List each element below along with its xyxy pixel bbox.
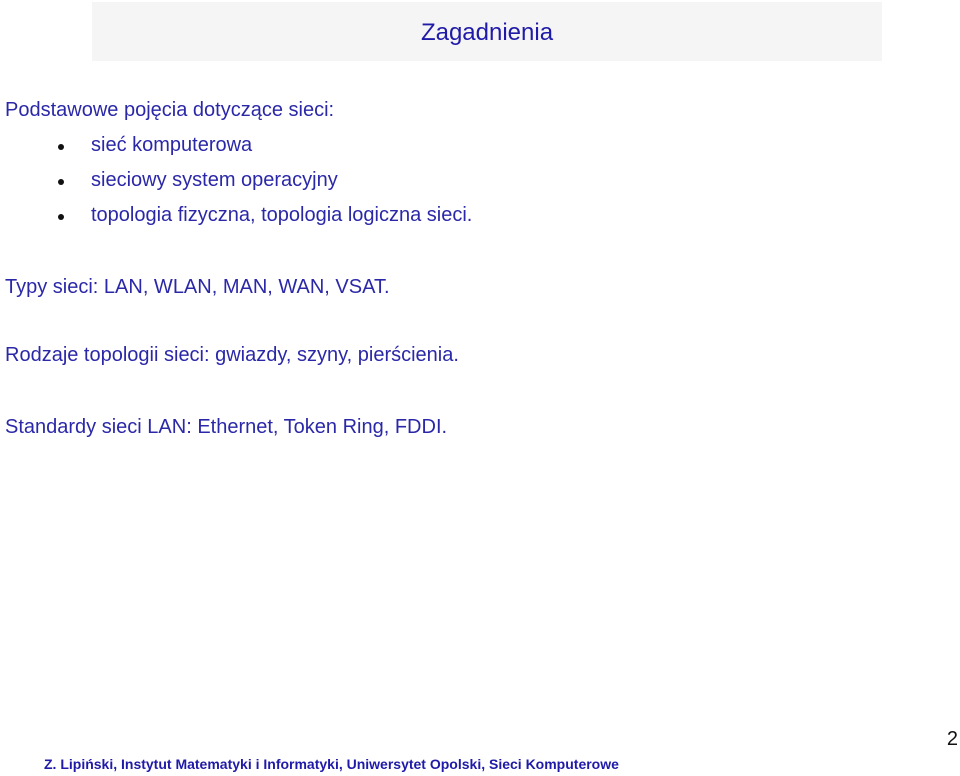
slide-title: Zagadnienia: [420, 19, 554, 46]
intro-heading: Podstawowe pojęcia dotyczące sieci:: [5, 99, 335, 121]
network-types-line: Typy sieci: LAN, WLAN, MAN, WAN, VSAT.: [5, 276, 390, 298]
bullet-icon: [58, 179, 64, 185]
lan-standards-line: Standardy sieci LAN: Ethernet, Token Ring, FDDI.: [5, 416, 448, 438]
list-item-text: sieciowy system operacyjny: [91, 169, 338, 191]
bullet-icon: [58, 144, 64, 150]
footer-credit: Z. Lipiński, Instytut Matematyki i Informatyki, Uniwersytet Opolski, Sieci Komputerowe: [44, 756, 619, 772]
bullet-icon: [58, 214, 64, 220]
topology-kinds-line: Rodzaje topologii sieci: gwiazdy, szyny, pierścienia.: [5, 344, 459, 366]
list-item-text: topologia fizyczna, topologia logiczna sieci.: [91, 204, 473, 226]
list-item-text: sieć komputerowa: [91, 134, 253, 156]
slide-title-bar: [92, 2, 882, 61]
page-number: 2: [946, 728, 958, 750]
